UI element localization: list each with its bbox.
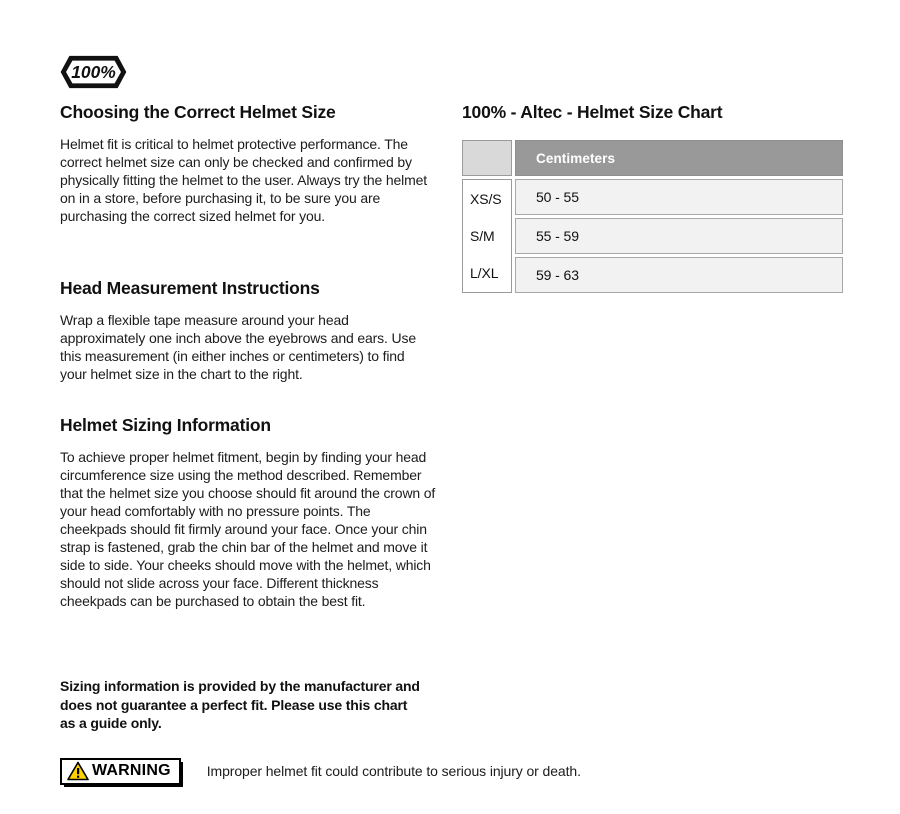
cm-value-xs-s: 50 - 55 (515, 179, 843, 215)
warning-triangle-icon (67, 761, 89, 781)
table-body (462, 179, 843, 293)
cm-value-s-m: 55 - 59 (515, 218, 843, 254)
section-heading-head-measurement: Head Measurement Instructions (60, 278, 320, 298)
size-label-l-xl: L/XL (470, 265, 499, 282)
section-heading-sizing-information: Helmet Sizing Information (60, 415, 271, 435)
logo-text: 100% (71, 62, 116, 83)
size-chart-table (462, 140, 843, 293)
table-size-column (462, 179, 512, 293)
size-label-xs-s: XS/S (470, 190, 502, 207)
manufacturer-disclaimer: Sizing information is provided by the manufacturer and does not guarantee a perfect fit. Please use this chart as a guide only. (60, 678, 420, 731)
section-body-choosing-size: Helmet fit is critical to helmet protective performance. The correct helmet size can only be checked and confirmed by physically fitting the helmet to the user. Always try the helmet on in a store, before purchasing it, to be sure you are purchasing the correct sized helmet for you. (60, 136, 428, 224)
warning-banner (60, 756, 860, 786)
section-body-sizing-information: To achieve proper helmet fitment, begin by finding your head circumference size using the method described. Remember that the helmet size you choose should fit around the crown of your head comfortably with no pressure points. The cheekpads should fit firmly around your face. Once your chin strap is fastened, grab the chin bar of the helmet and move it side to side. Your cheeks should move with the helmet, which should not slide across your face. Different thickness cheekpads can be purchased to obtain the best fit. (60, 449, 436, 609)
table-column-header-centimeters: Centimeters (515, 140, 843, 176)
table-value-column (515, 179, 843, 293)
cm-value-l-xl: 59 - 63 (515, 257, 843, 293)
table-header-row (462, 140, 843, 176)
size-chart-title: 100% - Altec - Helmet Size Chart (462, 102, 723, 122)
warning-box (60, 758, 181, 785)
section-body-head-measurement: Wrap a flexible tape measure around your head approximately one inch above the eyebrows and ears. Use this measurement (in either inches or centimeters) to find your helmet size in the chart to the right. (60, 312, 416, 382)
brand-logo-100percent (60, 53, 127, 91)
warning-label: WARNING (92, 762, 171, 779)
size-label-s-m: S/M (470, 227, 495, 244)
warning-text: Improper helmet fit could contribute to serious injury or death. (206, 763, 581, 779)
table-corner-cell (462, 140, 512, 176)
section-heading-choosing-size: Choosing the Correct Helmet Size (60, 102, 336, 122)
